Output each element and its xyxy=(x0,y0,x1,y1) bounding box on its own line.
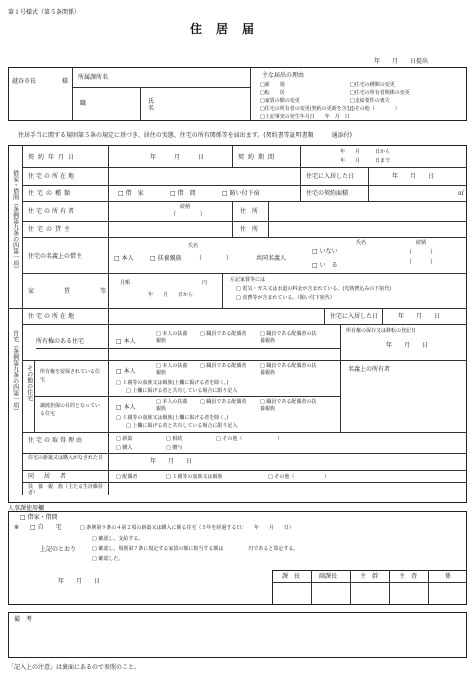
cosign-name: 氏名 xyxy=(356,240,367,246)
owned-label: 所有権のある住宅 xyxy=(36,338,85,345)
cohab-kin[interactable]: □ １親等の血族又は姻族 xyxy=(166,474,223,480)
collateral-label: 譲渡担保の目的となっている住宅 xyxy=(40,403,101,417)
landlord-label: 住宅の貸主 xyxy=(28,226,74,233)
reason-owner-change[interactable]: □住宅の所有者の変更(契約の更新を含む) xyxy=(260,106,354,112)
owned-spouse[interactable]: □ 職員である配偶者 xyxy=(200,331,247,337)
nominee-label: 住宅の名義上の借主 xyxy=(28,253,83,260)
nominal-owner-label: 名義上の所有者 xyxy=(348,366,391,373)
earner-label: 扶 養 親 族（主たる生計維持者） xyxy=(28,484,104,496)
stamp-senior: 主 査 xyxy=(399,573,418,580)
nominee-dependent[interactable]: □ 扶養親族 xyxy=(150,255,182,262)
registration-date[interactable]: 年 月 日 xyxy=(386,342,429,349)
owner-address-label: 住 所 xyxy=(240,208,259,215)
name-label: 氏 名 xyxy=(148,98,161,112)
reason-rent-change[interactable]: □家賃の額の変更 xyxy=(260,98,300,104)
cosign-label: 共同名義人 xyxy=(256,255,287,262)
other-house-label: その他の住宅 xyxy=(25,365,33,401)
confirm-calc[interactable]: □ 確認し、規則第７条に規定する家賃の額に相当する額は 円であると算定する。 xyxy=(92,546,299,552)
retained-label: 所有権を留保されている住宅 xyxy=(40,369,101,383)
remarks-box[interactable] xyxy=(8,612,467,658)
admin-date[interactable]: 年 月 日 xyxy=(58,578,101,585)
admin-home-check[interactable]: □ 自 宅 xyxy=(30,524,62,531)
footer-note: 「記入上の注意」は裏面にあるので参照のこと。 xyxy=(8,664,141,671)
reason-new[interactable]: □新 規 xyxy=(260,82,285,88)
reason-ownership-change[interactable]: □住宅の所有者関係の変更 xyxy=(350,90,410,96)
owner-relation: 続柄 xyxy=(180,204,191,210)
cohabitant-label: 同 居 者 xyxy=(28,473,69,480)
period-from[interactable]: 年 月 日から xyxy=(340,149,391,155)
submission-date: 年 月 日提出 xyxy=(374,58,429,65)
cohab-spouse[interactable]: □ 配偶者 xyxy=(116,474,138,480)
rent-monthly: 月額 xyxy=(120,280,131,286)
addressee-tail: 様 xyxy=(62,78,69,85)
collateral-dependent[interactable]: □ 本人の扶養親族 xyxy=(156,399,188,412)
confirm-done[interactable]: □ 確認した。 xyxy=(92,556,124,562)
acq-gift[interactable]: □ 贈与 xyxy=(166,445,183,451)
retained-spouse-dep[interactable]: □ 職員である配偶者の扶養親族 xyxy=(260,363,317,376)
renter-movein-value[interactable]: 年 月 日 xyxy=(392,173,435,180)
collateral-spouse-dep[interactable]: □ 職員である配偶者の扶養親族 xyxy=(260,399,317,412)
stamp-deputy: 副課長 xyxy=(319,573,338,580)
acq-new[interactable]: □ 新築 xyxy=(116,436,133,442)
owned-self[interactable]: □ 本人 xyxy=(116,338,136,345)
nominee-self[interactable]: □ 本人 xyxy=(114,255,134,262)
admin-home-clause[interactable]: □ 条例第９条の４第２項の新築又は購入に係る住宅（５年を経過する日： 年 月 日） xyxy=(80,525,294,531)
confirm-label: 上記のとおり xyxy=(40,546,77,553)
renter-address-label: 住宅の所在地 xyxy=(28,173,77,180)
retained-share: □ 上欄に掲げる者と共有している場合に限り記入 xyxy=(126,388,238,394)
form-title: 住居届 xyxy=(190,22,269,36)
registration-label: 所有権の保存又は移転の登記日 xyxy=(346,328,417,334)
retained-spouse[interactable]: □ 職員である配偶者 xyxy=(200,363,247,369)
rent-label: 家 賃 等 xyxy=(28,288,113,295)
form-number: 第１号様式（第５条関係） xyxy=(8,9,81,16)
floor-area-unit: ㎡ xyxy=(458,190,465,197)
cosign-exist[interactable]: □ い る xyxy=(312,262,338,269)
cohab-other[interactable]: □ その他（ ） xyxy=(268,474,330,480)
cosign-none[interactable]: □ いない xyxy=(312,248,338,255)
renter-side-label: 借家・借間（条例第九条の四第一項） xyxy=(11,170,19,272)
floor-area-label: 住宅の契約面積 xyxy=(306,190,349,197)
contract-date-label: 契約年月日 xyxy=(28,154,79,161)
nominee-name: 氏名 xyxy=(188,243,199,249)
type-board[interactable]: □ 賄い付下宿 xyxy=(222,190,260,197)
stamp-staff: 係 xyxy=(445,573,452,580)
stamp-chief: 課 長 xyxy=(282,573,301,580)
rent-unit: 円 xyxy=(202,280,208,286)
collateral-spouse[interactable]: □ 職員である配偶者 xyxy=(200,399,247,405)
position-label: 職 xyxy=(80,100,87,107)
confirm-pay[interactable]: □ 確認し、支給する。 xyxy=(92,536,144,542)
remarks-label: 備 考 xyxy=(14,616,33,623)
rent-note: 左記家賃等には xyxy=(230,277,266,283)
admin-mark: ※ xyxy=(14,524,20,531)
type-rent-house[interactable]: □ 借 家 xyxy=(118,190,144,197)
collateral-kin[interactable]: □ １親等の血族又は姻族(上欄に掲げる者を除く。) xyxy=(116,415,229,421)
home-address-label: 住宅の所在地 xyxy=(28,313,77,320)
reason-title: 主な届出の理由 xyxy=(262,72,305,79)
reason-date[interactable]: □上記事実の発生年月日 年 月 日 xyxy=(260,114,350,120)
addressee: 越谷市長 xyxy=(12,78,37,85)
stamp-manager: 主 幹 xyxy=(360,573,379,580)
reason-relocate[interactable]: □転 居 xyxy=(260,90,285,96)
acq-inherit[interactable]: □ 相続 xyxy=(166,436,183,442)
cosign-relation: 続柄 xyxy=(416,240,427,246)
landlord-address-label: 住 所 xyxy=(240,226,259,233)
retained-kin[interactable]: □ １親等の血族又は姻族(上欄に掲げる者を除く。) xyxy=(116,380,229,386)
collateral-self[interactable]: □ 本人 xyxy=(116,404,136,411)
department-label: 所属課所名 xyxy=(78,74,109,81)
collateral-share: □ 上欄に掲げる者と共有している場合に限り記入 xyxy=(126,423,238,429)
contract-date-value[interactable]: 年 月 日 xyxy=(150,154,205,161)
reason-type-change[interactable]: □住宅の種類の変更 xyxy=(350,82,395,88)
owner-label: 住宅の所有者 xyxy=(28,208,77,215)
owner-side-label: 自宅（条例第九条の四第一項） xyxy=(11,330,19,414)
owned-spouse-dep[interactable]: □ 職員である配偶者の扶養親族 xyxy=(260,331,317,344)
rent-from[interactable]: 年 月 日から xyxy=(148,292,194,298)
rent-meal[interactable]: □ 食費等が含まれている。（賄い付下宿代） xyxy=(236,295,335,301)
owned-dependent[interactable]: □ 本人の扶養親族 xyxy=(156,331,188,344)
rent-utility[interactable]: □ 電気・ガス又は水道の料金が含まれている。(光熱費込みの下宿代) xyxy=(236,286,392,292)
admin-rent-check[interactable]: □ 借家・借間 xyxy=(20,514,58,521)
admin-title: 人事課使用欄 xyxy=(8,505,45,512)
type-rent-room[interactable]: □ 借 間 xyxy=(170,190,196,197)
acq-other[interactable]: □ その他（ ） xyxy=(216,436,283,442)
reason-loss[interactable]: □支給要件の喪失 xyxy=(350,98,390,104)
renter-movein-label: 住宅に入居した日 xyxy=(306,173,355,180)
reason-other[interactable]: □その他（ ） xyxy=(350,106,400,112)
home-movein-value[interactable]: 年 月 日 xyxy=(398,313,441,320)
home-movein-label: 住宅に入居した日 xyxy=(330,313,379,320)
acq-purchase[interactable]: □ 購入 xyxy=(116,445,133,451)
built-date-value[interactable]: 年 月 日 xyxy=(150,458,193,465)
retained-self[interactable]: □ 本人 xyxy=(116,368,136,375)
period-to[interactable]: 年 月 日まで xyxy=(340,158,391,164)
retained-dependent[interactable]: □ 本人の扶養親族 xyxy=(156,363,188,376)
contract-period-label: 契約期間 xyxy=(238,154,279,161)
house-type-label: 住宅の種類 xyxy=(28,190,74,197)
built-date-label: 住宅の新築又は購入がなされた日 xyxy=(28,455,104,461)
notice-text: 住居手当に関する規則第５条の規定に基づき、居住の実態、住宅の所有関係等を届出ます。(契約書等証明書類 通添付) xyxy=(18,132,352,139)
acquisition-label: 住宅の取得理由 xyxy=(28,437,85,444)
